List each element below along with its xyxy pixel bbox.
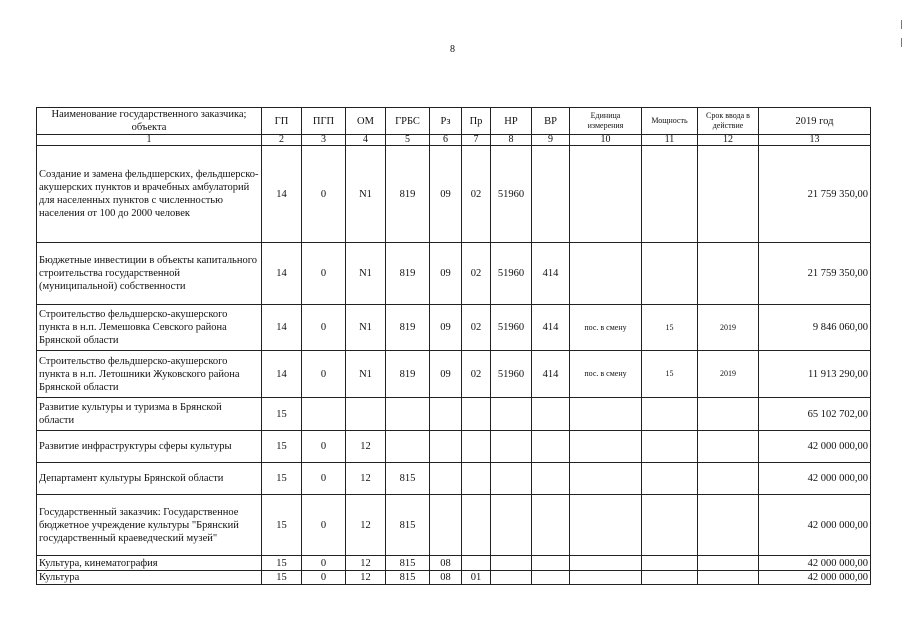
cell-om: 12 bbox=[346, 495, 386, 556]
header-pr: Пр bbox=[462, 108, 491, 135]
cell-unit: пос. в смену bbox=[570, 351, 642, 398]
cell-commissioning bbox=[698, 146, 759, 243]
cell-pr bbox=[462, 495, 491, 556]
cell-rz: 09 bbox=[430, 351, 462, 398]
header-year: 2019 год bbox=[759, 108, 871, 135]
cell-grbs: 819 bbox=[386, 146, 430, 243]
cell-unit bbox=[570, 495, 642, 556]
cell-capacity bbox=[642, 495, 698, 556]
header-row bbox=[37, 108, 871, 135]
cell-commissioning bbox=[698, 556, 759, 571]
cell-commissioning bbox=[698, 571, 759, 585]
cell-vr bbox=[532, 571, 570, 585]
cell-unit bbox=[570, 243, 642, 305]
cell-amount: 65 102 702,00 bbox=[759, 398, 871, 431]
cell-pgp: 0 bbox=[302, 571, 346, 585]
cell-om: 12 bbox=[346, 571, 386, 585]
column-number-row bbox=[37, 135, 871, 146]
cell-amount: 42 000 000,00 bbox=[759, 495, 871, 556]
cell-pgp: 0 bbox=[302, 351, 346, 398]
cell-gp: 15 bbox=[262, 571, 302, 585]
cell-unit bbox=[570, 571, 642, 585]
cell-capacity: 15 bbox=[642, 351, 698, 398]
cell-gp: 14 bbox=[262, 351, 302, 398]
cell-vr: 414 bbox=[532, 243, 570, 305]
cell-pr bbox=[462, 556, 491, 571]
cell-capacity bbox=[642, 556, 698, 571]
cell-grbs bbox=[386, 431, 430, 463]
header-name: Наименование государственного заказчика; объекта bbox=[37, 108, 262, 135]
cell-nr: 51960 bbox=[491, 305, 532, 351]
cell-rz bbox=[430, 398, 462, 431]
table-row bbox=[37, 351, 871, 398]
margin-mark bbox=[901, 38, 902, 47]
cell-pr: 02 bbox=[462, 243, 491, 305]
cell-amount: 42 000 000,00 bbox=[759, 556, 871, 571]
cell-rz: 08 bbox=[430, 556, 462, 571]
cell-om: 12 bbox=[346, 431, 386, 463]
cell-pgp: 0 bbox=[302, 556, 346, 571]
cell-om: 12 bbox=[346, 463, 386, 495]
cell-pr: 01 bbox=[462, 571, 491, 585]
cell-unit bbox=[570, 146, 642, 243]
cell-object-name: Строительство фельдшерско-акушерского пункта в н.п. Лемешовка Севского района Брянской области bbox=[37, 305, 262, 351]
cell-gp: 15 bbox=[262, 556, 302, 571]
cell-nr bbox=[491, 571, 532, 585]
cell-capacity: 15 bbox=[642, 305, 698, 351]
cell-gp: 15 bbox=[262, 463, 302, 495]
column-number: 2 bbox=[262, 135, 302, 146]
cell-gp: 14 bbox=[262, 305, 302, 351]
cell-pgp: 0 bbox=[302, 243, 346, 305]
cell-grbs bbox=[386, 398, 430, 431]
margin-mark bbox=[901, 20, 902, 29]
cell-unit bbox=[570, 431, 642, 463]
header-om: ОМ bbox=[346, 108, 386, 135]
cell-grbs: 819 bbox=[386, 305, 430, 351]
table-row bbox=[37, 146, 871, 243]
cell-pgp: 0 bbox=[302, 431, 346, 463]
cell-object-name: Развитие культуры и туризма в Брянской области bbox=[37, 398, 262, 431]
cell-gp: 14 bbox=[262, 243, 302, 305]
cell-pr: 02 bbox=[462, 351, 491, 398]
header-grbs: ГРБС bbox=[386, 108, 430, 135]
cell-vr: 414 bbox=[532, 351, 570, 398]
cell-vr bbox=[532, 398, 570, 431]
table-row bbox=[37, 243, 871, 305]
header-unit: Единица измерения bbox=[570, 108, 642, 135]
cell-om: N1 bbox=[346, 243, 386, 305]
cell-amount: 42 000 000,00 bbox=[759, 571, 871, 585]
cell-amount: 42 000 000,00 bbox=[759, 431, 871, 463]
cell-commissioning bbox=[698, 495, 759, 556]
cell-amount: 9 846 060,00 bbox=[759, 305, 871, 351]
cell-nr bbox=[491, 463, 532, 495]
cell-rz: 09 bbox=[430, 305, 462, 351]
cell-pr: 02 bbox=[462, 305, 491, 351]
cell-object-name: Строительство фельдшерско-акушерского пункта в н.п. Летошники Жуковского района Брянской области bbox=[37, 351, 262, 398]
table-row bbox=[37, 495, 871, 556]
cell-capacity bbox=[642, 431, 698, 463]
cell-rz bbox=[430, 431, 462, 463]
cell-object-name: Бюджетные инвестиции в объекты капитального строительства государственной (муниципальной) собственности bbox=[37, 243, 262, 305]
header-capacity: Мощность bbox=[642, 108, 698, 135]
cell-om: N1 bbox=[346, 146, 386, 243]
cell-unit bbox=[570, 463, 642, 495]
cell-grbs: 815 bbox=[386, 463, 430, 495]
cell-pgp bbox=[302, 398, 346, 431]
column-number: 10 bbox=[570, 135, 642, 146]
cell-grbs: 815 bbox=[386, 571, 430, 585]
cell-nr bbox=[491, 556, 532, 571]
cell-unit: пос. в смену bbox=[570, 305, 642, 351]
cell-pgp: 0 bbox=[302, 495, 346, 556]
cell-commissioning: 2019 bbox=[698, 305, 759, 351]
cell-nr bbox=[491, 495, 532, 556]
cell-object-name: Департамент культуры Брянской области bbox=[37, 463, 262, 495]
cell-rz bbox=[430, 463, 462, 495]
cell-om: 12 bbox=[346, 556, 386, 571]
cell-gp: 15 bbox=[262, 431, 302, 463]
cell-grbs: 819 bbox=[386, 243, 430, 305]
cell-om bbox=[346, 398, 386, 431]
cell-pgp: 0 bbox=[302, 305, 346, 351]
cell-pgp: 0 bbox=[302, 146, 346, 243]
column-number: 12 bbox=[698, 135, 759, 146]
cell-pgp: 0 bbox=[302, 463, 346, 495]
cell-vr bbox=[532, 431, 570, 463]
header-pgp: ПГП bbox=[302, 108, 346, 135]
table-row bbox=[37, 556, 871, 571]
column-number: 6 bbox=[430, 135, 462, 146]
cell-capacity bbox=[642, 243, 698, 305]
table-row bbox=[37, 463, 871, 495]
cell-capacity bbox=[642, 571, 698, 585]
table-row bbox=[37, 431, 871, 463]
cell-vr bbox=[532, 146, 570, 243]
cell-amount: 21 759 350,00 bbox=[759, 146, 871, 243]
column-number: 5 bbox=[386, 135, 430, 146]
cell-pr bbox=[462, 398, 491, 431]
cell-unit bbox=[570, 556, 642, 571]
budget-table bbox=[36, 107, 871, 585]
cell-amount: 21 759 350,00 bbox=[759, 243, 871, 305]
column-number: 13 bbox=[759, 135, 871, 146]
cell-grbs: 815 bbox=[386, 495, 430, 556]
cell-vr bbox=[532, 463, 570, 495]
cell-object-name: Развитие инфраструктуры сферы культуры bbox=[37, 431, 262, 463]
cell-commissioning: 2019 bbox=[698, 351, 759, 398]
header-gp: ГП bbox=[262, 108, 302, 135]
header-nr: НР bbox=[491, 108, 532, 135]
cell-commissioning bbox=[698, 243, 759, 305]
column-number: 11 bbox=[642, 135, 698, 146]
column-number: 3 bbox=[302, 135, 346, 146]
column-number: 7 bbox=[462, 135, 491, 146]
cell-pr: 02 bbox=[462, 146, 491, 243]
cell-object-name: Культура bbox=[37, 571, 262, 585]
cell-om: N1 bbox=[346, 351, 386, 398]
cell-rz: 09 bbox=[430, 243, 462, 305]
cell-object-name: Культура, кинематография bbox=[37, 556, 262, 571]
cell-grbs: 819 bbox=[386, 351, 430, 398]
cell-capacity bbox=[642, 398, 698, 431]
cell-capacity bbox=[642, 463, 698, 495]
table-body bbox=[37, 146, 871, 585]
cell-gp: 14 bbox=[262, 146, 302, 243]
cell-grbs: 815 bbox=[386, 556, 430, 571]
cell-gp: 15 bbox=[262, 495, 302, 556]
cell-nr bbox=[491, 398, 532, 431]
cell-object-name: Государственный заказчик: Государственное бюджетное учреждение культуры "Брянский государственный краеведческий музей" bbox=[37, 495, 262, 556]
cell-amount: 42 000 000,00 bbox=[759, 463, 871, 495]
cell-rz: 09 bbox=[430, 146, 462, 243]
cell-amount: 11 913 290,00 bbox=[759, 351, 871, 398]
cell-commissioning bbox=[698, 398, 759, 431]
header-vr: ВР bbox=[532, 108, 570, 135]
cell-gp: 15 bbox=[262, 398, 302, 431]
table-row bbox=[37, 305, 871, 351]
cell-nr: 51960 bbox=[491, 351, 532, 398]
cell-nr: 51960 bbox=[491, 146, 532, 243]
cell-rz bbox=[430, 495, 462, 556]
cell-vr bbox=[532, 495, 570, 556]
cell-object-name: Создание и замена фельдшерских, фельдшерско-акушерских пунктов и врачебных амбулаторий для населенных пунктов с численностью населения от 100 до 2000 человек bbox=[37, 146, 262, 243]
cell-capacity bbox=[642, 146, 698, 243]
cell-nr bbox=[491, 431, 532, 463]
cell-commissioning bbox=[698, 463, 759, 495]
cell-pr bbox=[462, 431, 491, 463]
column-number: 8 bbox=[491, 135, 532, 146]
cell-unit bbox=[570, 398, 642, 431]
table-row bbox=[37, 571, 871, 585]
cell-vr: 414 bbox=[532, 305, 570, 351]
cell-om: N1 bbox=[346, 305, 386, 351]
header-rz: Рз bbox=[430, 108, 462, 135]
cell-pr bbox=[462, 463, 491, 495]
column-number: 9 bbox=[532, 135, 570, 146]
column-number: 1 bbox=[37, 135, 262, 146]
header-commissioning: Срок ввода в действие bbox=[698, 108, 759, 135]
cell-commissioning bbox=[698, 431, 759, 463]
cell-vr bbox=[532, 556, 570, 571]
page-number: 8 bbox=[450, 44, 455, 55]
column-number: 4 bbox=[346, 135, 386, 146]
table-row bbox=[37, 398, 871, 431]
cell-nr: 51960 bbox=[491, 243, 532, 305]
cell-rz: 08 bbox=[430, 571, 462, 585]
